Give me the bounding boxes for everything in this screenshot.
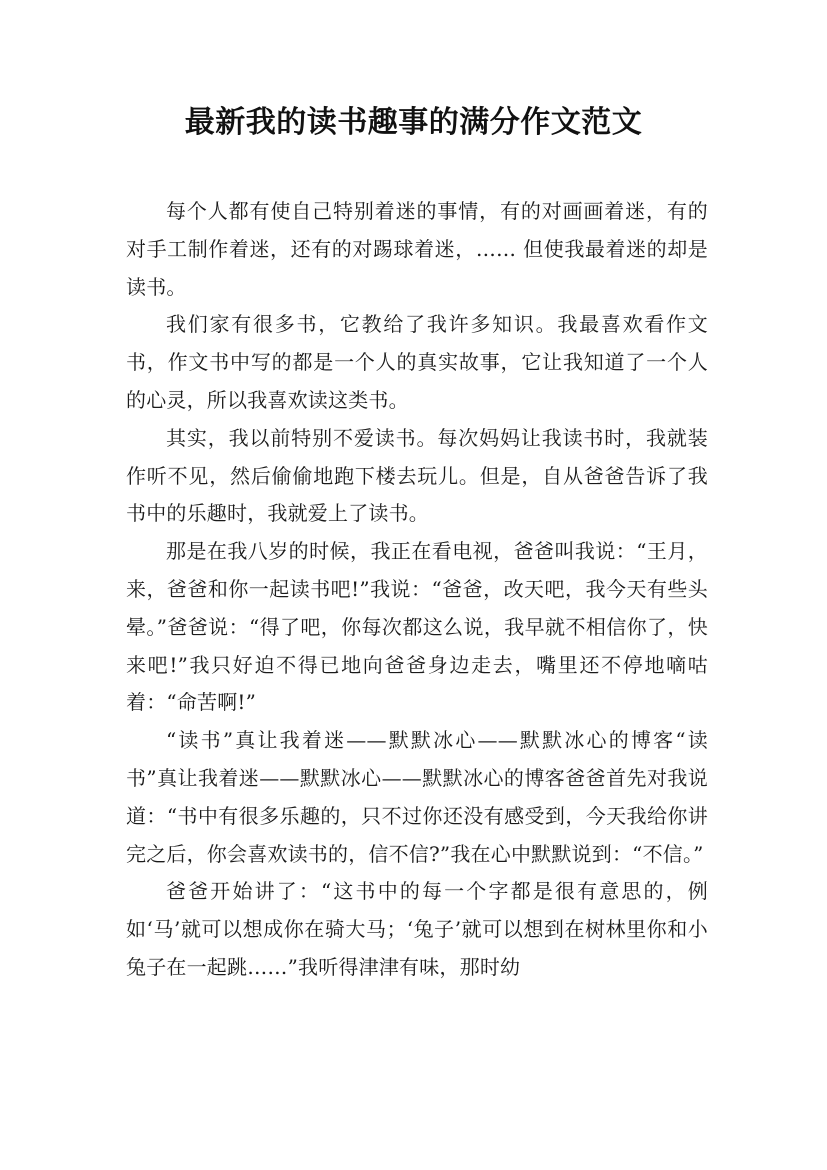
- paragraph-4: 那是在我八岁的时候，我正在看电视，爸爸叫我说：“王月，来，爸爸和你一起读书吧!”我说：“爸爸，改天吧，我今天有些头晕。”爸爸说：“得了吧，你每次都这么说，我早就不相信你了，快来吧!”我只好迫不得已地向爸爸身边走去，嘴里还不停地嘀咕着：“命苦啊!”: [126, 539, 708, 715]
- document-title: 最新我的读书趣事的满分作文范文: [184, 105, 643, 140]
- paragraph-3: 其实，我以前特别不爱读书。每次妈妈让我读书时，我就装作听不见，然后偷偷地跑下楼去玩儿。但是，自从爸爸告诉了我书中的乐趣时，我就爱上了读书。: [126, 425, 708, 526]
- paragraph-1: 每个人都有使自己特别着迷的事情，有的对画画着迷，有的对手工制作着迷，还有的对踢球着迷，…… 但使我最着迷的却是读书。: [126, 199, 708, 299]
- paragraph-6: 爸爸开始讲了：“这书中的每一个字都是很有意思的，例如‘马’就可以想成你在骑大马；‘兔子’就可以想到在树林里你和小兔子在一起跳……”我听得津津有味，那时幼: [126, 879, 708, 979]
- document-body: [126, 193, 708, 987]
- paragraph-5: “读书”真让我着迷——默默冰心——默默冰心的博客“读书”真让我着迷——默默冰心——默默冰心的博客爸爸首先对我说道：“书中有很多乐趣的，只不过你还没有感受到，今天我给你讲完之后，你会喜欢读书的，信不信?”我在心中默默说到：“不信。”: [126, 728, 708, 866]
- paragraph-2: 我们家有很多书，它教给了我许多知识。我最喜欢看作文书，作文书中写的都是一个人的真实故事，它让我知道了一个人的心灵，所以我喜欢读这类书。: [126, 312, 708, 412]
